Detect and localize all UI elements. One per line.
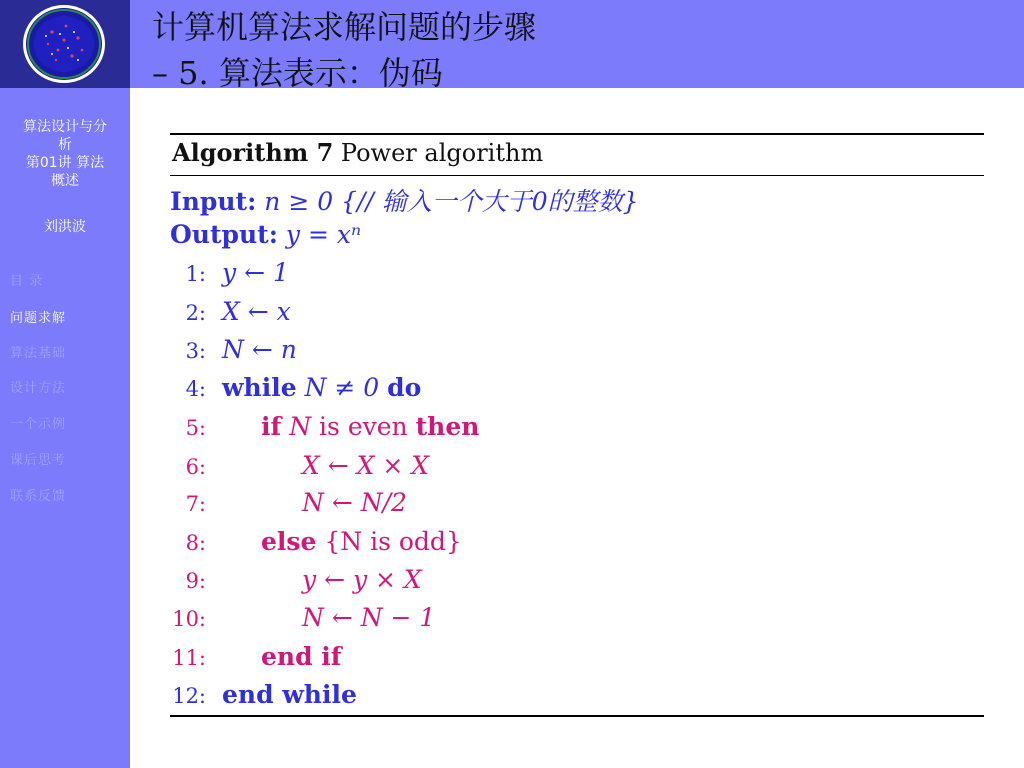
course-title-line: 析 (58, 137, 72, 153)
output-label: Output: (170, 220, 278, 249)
line-number: 8: (185, 531, 206, 555)
nav-item-example[interactable]: 一个示例 (10, 417, 67, 432)
line-number: 9: (185, 569, 206, 593)
slide-subtitle: – 5. 算法表示：伪码 (152, 54, 443, 92)
nav-item-contact[interactable]: 联系反馈 (10, 489, 67, 504)
output-text: y = xⁿ (285, 220, 362, 249)
code-line-6: X ← X × X (302, 451, 430, 480)
else-comment: {N is odd} (324, 527, 462, 556)
line-number: 12: (172, 684, 206, 708)
line-number: 6: (185, 455, 206, 479)
lecture-title-line: 第01讲 算法 (25, 155, 105, 171)
code-line-3: N ← n (222, 335, 297, 364)
algorithm-input (170, 182, 639, 218)
code-line-5 (261, 412, 479, 441)
code-line-10: N ← N − 1 (302, 603, 436, 632)
algorithm-output (170, 220, 361, 249)
input-text: n ≥ 0 {// 输入一个大于0的整数} (264, 187, 639, 216)
nav-item-after-class[interactable]: 课后思考 (10, 453, 67, 468)
course-title-line: 算法设计与分 (23, 119, 107, 135)
algorithm-label: Algorithm 7 (172, 138, 334, 167)
logo-area (0, 0, 130, 88)
line-number: 5: (185, 416, 206, 440)
line-number: 10: (172, 607, 206, 631)
nav-item-problem-solving[interactable]: 问题求解 (10, 311, 67, 326)
author-name: 刘洪波 (44, 219, 86, 235)
keyword-do: do (387, 373, 422, 402)
if-condition-text: is even (319, 412, 408, 441)
nav-item-contents[interactable]: 目 录 (10, 274, 44, 289)
line-number: 7: (185, 492, 206, 516)
if-variable: N (289, 412, 312, 441)
code-line-9: y ← y × X (302, 565, 422, 594)
line-number: 4: (185, 377, 206, 401)
course-title (4, 118, 126, 190)
line-number: 2: (185, 301, 206, 325)
code-line-12: end while (222, 680, 357, 709)
slide-title: 计算机算法求解问题的步骤 (152, 8, 537, 46)
code-line-11: end if (261, 642, 342, 671)
algorithm-caption (172, 138, 543, 167)
keyword-while: while (222, 373, 297, 402)
line-number: 3: (185, 339, 206, 363)
code-line-1: y ← 1 (222, 258, 289, 287)
slide-header (130, 0, 1024, 92)
code-line-2: X ← x (222, 297, 291, 326)
keyword-then: then (415, 412, 480, 441)
nav-item-algorithm-basics[interactable]: 算法基础 (10, 346, 67, 361)
university-seal-icon (22, 4, 106, 84)
algorithm-bottom-rule (170, 715, 984, 717)
algorithm-caption-rule (170, 175, 984, 176)
keyword-if: if (261, 412, 282, 441)
code-line-8 (261, 527, 462, 556)
input-label: Input: (170, 187, 257, 216)
lecture-title-line: 概述 (51, 173, 79, 189)
algorithm-top-rule (170, 133, 984, 135)
keyword-else: else (261, 527, 317, 556)
nav-item-design-methods[interactable]: 设计方法 (10, 381, 67, 396)
code-line-4 (222, 373, 421, 402)
line-number: 1: (185, 262, 206, 286)
line-number: 11: (172, 646, 206, 670)
algorithm-name: Power algorithm (340, 139, 544, 167)
while-condition: N ≠ 0 (304, 373, 380, 402)
code-line-7: N ← N/2 (302, 488, 407, 517)
